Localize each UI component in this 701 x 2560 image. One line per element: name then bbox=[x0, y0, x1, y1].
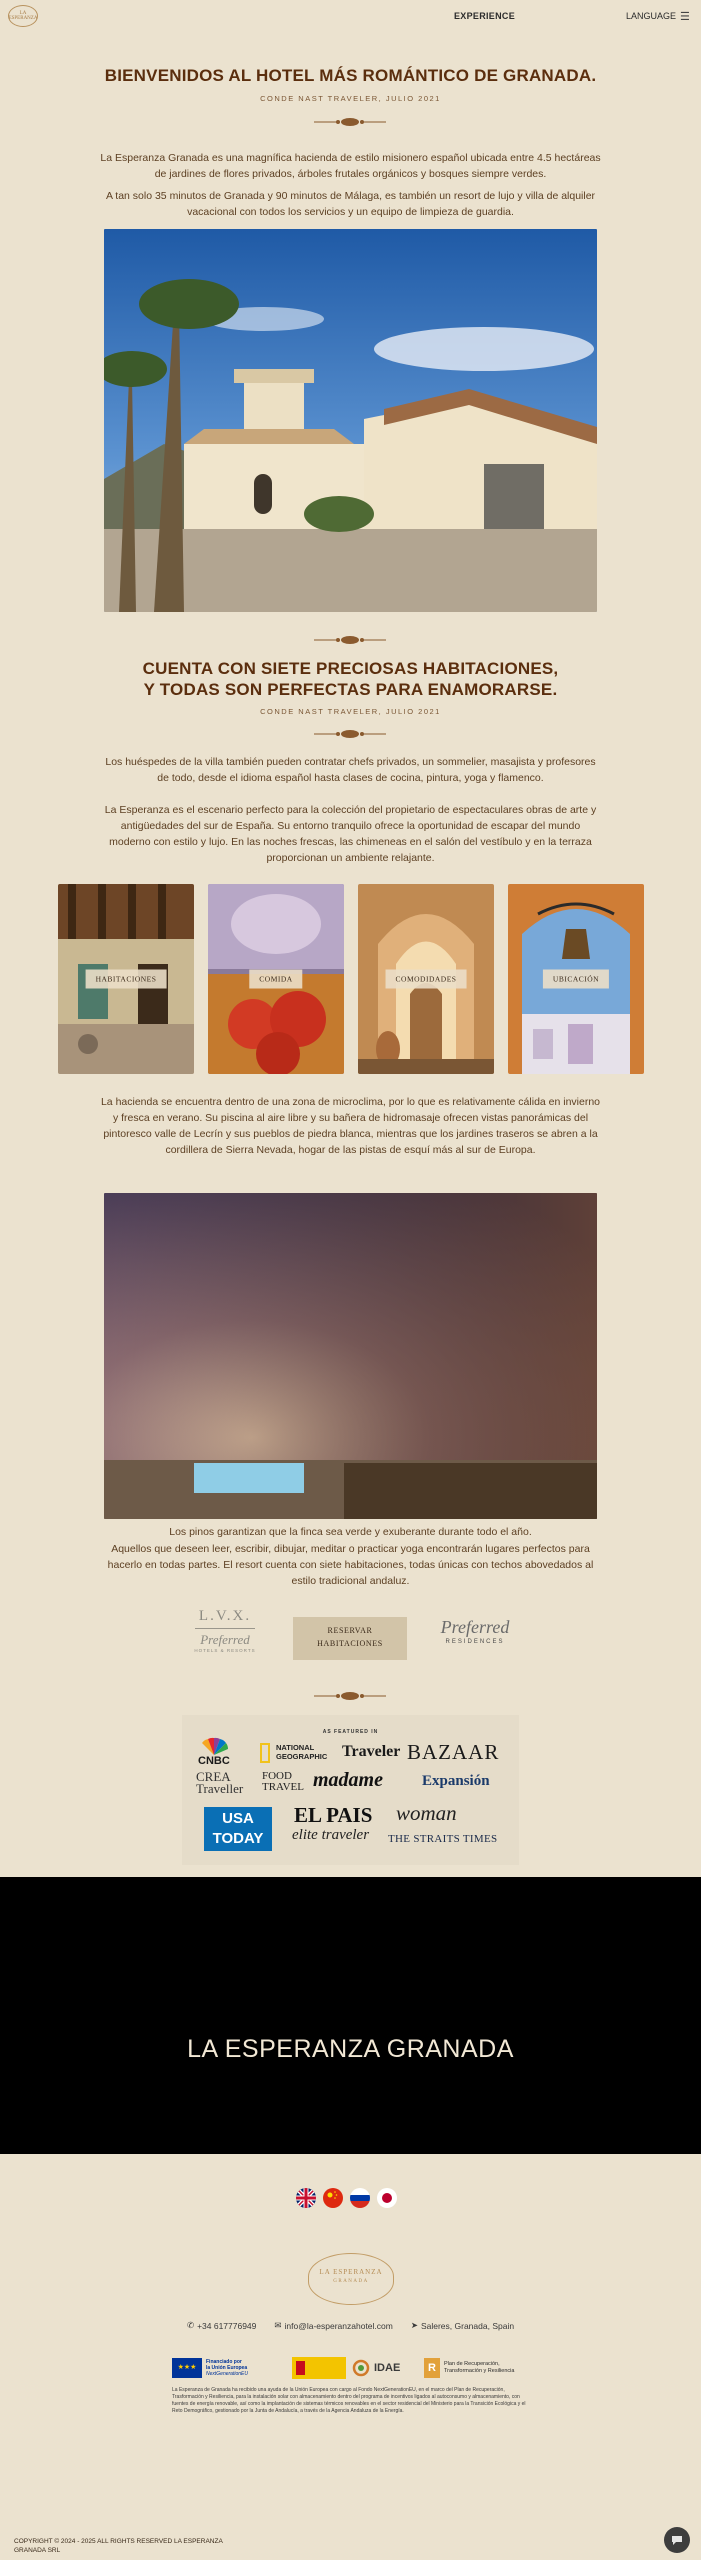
idae-circle-icon bbox=[352, 2359, 370, 2377]
russia-flag-icon[interactable] bbox=[350, 2188, 370, 2208]
location-arrow-icon: ➤ bbox=[410, 2320, 418, 2330]
lux-logo-sub: Preferred bbox=[200, 1632, 250, 1647]
hotel-logo[interactable] bbox=[8, 5, 38, 27]
eu-line-3: NextGenerationEU bbox=[206, 2371, 248, 2377]
hacienda-photo bbox=[104, 229, 597, 612]
natgeo-frame-icon bbox=[260, 1743, 270, 1763]
language-flags bbox=[296, 2188, 397, 2208]
press-logo-cnbc: CNBC bbox=[198, 1755, 230, 1767]
press-logo-bazaar: BAZAAR bbox=[407, 1740, 500, 1764]
card-habitaciones[interactable] bbox=[58, 884, 194, 1074]
footer-logo-sub: GRANADA bbox=[333, 2279, 369, 2284]
press-heading: AS FEATURED IN bbox=[322, 1729, 379, 1735]
ornament-divider-icon bbox=[310, 1689, 390, 1703]
copyright-text: COPYRIGHT © 2024 - 2025 ALL RIGHTS RESERVED LA ESPERANZA GRANADA SRL bbox=[14, 2538, 223, 2554]
contact-row bbox=[0, 2320, 701, 2331]
china-flag-icon[interactable] bbox=[323, 2188, 343, 2208]
plan-line-2: Transformación y Resiliencia bbox=[444, 2368, 515, 2374]
reserve-line-2: HABITACIONES bbox=[317, 1639, 383, 1648]
footer-title: LA ESPERANZA GRANADA bbox=[187, 2035, 514, 2063]
rooms-paragraph-2: La Esperanza es el escenario perfecto para la colección del propietario de espectaculares obras de arte y antigüedades del sur de España. Su entorno tranquilo ofrece la oportunidad de escapar del mundo moderno con estilo y lujo. En las noches frescas, las chimeneas en el salón del vestíbulo y en la terraza proporcionan un ambiente relajante. bbox=[104, 804, 597, 864]
nav-language-selector[interactable]: LANGUAGE bbox=[626, 11, 677, 21]
preferred-logo-sub: RESIDENCES bbox=[445, 1639, 505, 1645]
rooms-paragraph-1: Los huéspedes de la villa también pueden contratar chefs privados, un sommelier, masajista y profesores de todo, desde el idioma español hasta clases de cocina, pintura, yoga y flamenco. bbox=[105, 756, 596, 784]
press-logo-usa-today: USA TODAY bbox=[204, 1807, 272, 1851]
location-contact[interactable] bbox=[411, 2320, 514, 2331]
ornament-divider-icon bbox=[310, 727, 390, 741]
rooms-title-line-1: CUENTA CON SIETE PRECIOSAS HABITACIONES, bbox=[142, 659, 559, 678]
ornament-divider-icon bbox=[310, 633, 390, 647]
card-label: HABITACIONES bbox=[86, 970, 167, 989]
footer-logo-text: LA ESPERANZA bbox=[319, 2268, 383, 2276]
uk-flag-icon[interactable] bbox=[296, 2188, 316, 2208]
pines-paragraph-1: Los pinos garantizan que la finca sea verde y exuberante durante todo el año. bbox=[169, 1526, 532, 1538]
phone-icon: ✆ bbox=[186, 2320, 195, 2330]
eu-line-2: la Unión Europea bbox=[206, 2365, 248, 2371]
press-logo-natgeo: NATIONAL GEOGRAPHIC bbox=[276, 1743, 328, 1761]
press-logo-elite-traveler: elite traveler bbox=[292, 1827, 370, 1843]
footer-banner bbox=[0, 1877, 701, 2154]
plan-line-1: Plan de Recuperación, bbox=[444, 2361, 500, 2367]
press-logo-el-pais: EL PAIS bbox=[294, 1803, 373, 1827]
lux-preferred-logo[interactable] bbox=[170, 1608, 280, 1668]
idae-text: IDAE bbox=[374, 2362, 401, 2374]
email-address: info@la-esperanzahotel.com bbox=[284, 2320, 393, 2331]
pool-photo bbox=[104, 1193, 597, 1519]
funding-disclaimer: La Esperanza de Granada ha recibido una ayuda de la Unión Europea con cargo al Fondo NextGenerationEU, en el marco del Plan de Recuperación, Trasformación y Resiliencia, para la instalación solar con almacenamiento dentro del programa de incentivos ligados al autoconsumo y almacenamiento, con fuentes de energía renovable, así como la implantación de sistemas térmicos renovables en el sector residencial del Ministerio para la Transición Ecológica y el Reto Demográfico, gestionado por la Junta de Andalucía, a través de la Agencia Andaluza de la Energía. bbox=[172, 2387, 526, 2414]
eu-line-1: Financiado por bbox=[206, 2359, 242, 2365]
reserve-line-1: RESERVAR bbox=[327, 1626, 373, 1635]
email-contact[interactable] bbox=[274, 2320, 392, 2331]
eu-funding-logo bbox=[172, 2356, 254, 2380]
intro-paragraph-1: La Esperanza Granada es una magnífica hacienda de estilo misionero español ubicada entre 4.5 hectáreas de jardines de flores privados, árboles frutales orgánicos y bosques siempre verdes. bbox=[100, 152, 601, 180]
intro-title: BIENVENIDOS AL HOTEL MÁS ROMÁNTICO DE GRANADA. bbox=[104, 66, 597, 85]
nav-experience-link[interactable]: EXPERIENCE bbox=[454, 11, 516, 21]
envelope-icon: ✉ bbox=[274, 2320, 282, 2330]
rooms-source: CONDE NAST TRAVELER, JULIO 2021 bbox=[260, 707, 441, 716]
press-logos-panel bbox=[182, 1715, 519, 1865]
spain-government-logo bbox=[292, 2357, 346, 2379]
pines-paragraph-2: Aquellos que deseen leer, escribir, dibujar, meditar o practicar yoga encontrarán lugares perfectos para hacerlo en todas partes. El resort cuenta con siete habitaciones, todas únicas con techos abovedados al estilo tradicional andaluz. bbox=[107, 1543, 594, 1587]
card-label: COMIDA bbox=[249, 970, 302, 989]
climate-paragraph: La hacienda se encuentra dentro de una zona de microclima, por lo que es relativamente cálida en invierno y fresca en verano. Su piscina al aire libre y su bañera de hidromasaje ofrecen vistas panorámicas del pintoresco valle de Lecrín y sus pueblos de piedra blanca, mientras que los jardines traseros se abren a la cordillera de Sierra Nevada, hogar de las pistas de esquí más al sur de Europa. bbox=[100, 1096, 601, 1156]
press-logo-crea: CREA Traveller bbox=[196, 1769, 244, 1796]
press-logo-madame: madame bbox=[313, 1769, 383, 1791]
reserve-rooms-button[interactable] bbox=[293, 1617, 407, 1660]
press-logo-woman: woman bbox=[396, 1801, 457, 1825]
rooms-title-line-2: Y TODAS SON PERFECTAS PARA ENAMORARSE. bbox=[143, 680, 558, 699]
intro-source: CONDE NAST TRAVELER, JULIO 2021 bbox=[260, 94, 441, 103]
card-label: COMODIDADES bbox=[386, 970, 467, 989]
card-ubicacion[interactable] bbox=[508, 884, 644, 1074]
lux-logo-small: HOTELS & RESORTS bbox=[194, 1648, 256, 1653]
card-comida[interactable] bbox=[208, 884, 344, 1074]
lux-logo-text: L.V.X. bbox=[198, 1608, 252, 1624]
chat-bubble-icon bbox=[664, 2527, 690, 2553]
recovery-plan-icon: R bbox=[424, 2358, 440, 2378]
intro-paragraph-2: A tan solo 35 minutos de Granada y 90 minutos de Málaga, es también un resort de lujo y villa de alquiler vacacional con todos los servicios y un equipo de limpieza de guardia. bbox=[105, 190, 596, 218]
eu-flag-icon: ★★★ bbox=[172, 2358, 202, 2378]
preferred-residences-logo[interactable] bbox=[420, 1617, 530, 1667]
location-text: Saleres, Granada, Spain bbox=[420, 2320, 515, 2331]
phone-number: +34 617776949 bbox=[197, 2320, 257, 2331]
card-comodidades[interactable] bbox=[358, 884, 494, 1074]
japan-flag-icon[interactable] bbox=[377, 2188, 397, 2208]
logo-text: LA ESPERANZA bbox=[8, 11, 38, 21]
idae-logo bbox=[352, 2357, 412, 2379]
press-logo-expansion: Expansión bbox=[422, 1773, 490, 1789]
preferred-logo-text: Preferred bbox=[440, 1617, 510, 1637]
press-logo-traveler: Traveler bbox=[342, 1743, 401, 1760]
ornament-divider-icon bbox=[310, 115, 390, 129]
cnbc-peacock-icon bbox=[196, 1737, 232, 1757]
card-label: UBICACIÓN bbox=[543, 970, 609, 989]
hamburger-icon[interactable]: ☰ bbox=[680, 11, 690, 23]
press-logo-food-travel: FOOD TRAVEL bbox=[262, 1770, 304, 1793]
recovery-plan-logo bbox=[424, 2357, 534, 2379]
chat-button[interactable] bbox=[664, 2527, 690, 2553]
footer-logo[interactable] bbox=[308, 2253, 394, 2305]
press-logo-straits-times: THE STRAITS TIMES bbox=[388, 1833, 498, 1845]
phone-contact[interactable] bbox=[187, 2320, 256, 2331]
spain-coat-icon bbox=[296, 2361, 305, 2375]
top-navigation-bar bbox=[0, 0, 701, 34]
